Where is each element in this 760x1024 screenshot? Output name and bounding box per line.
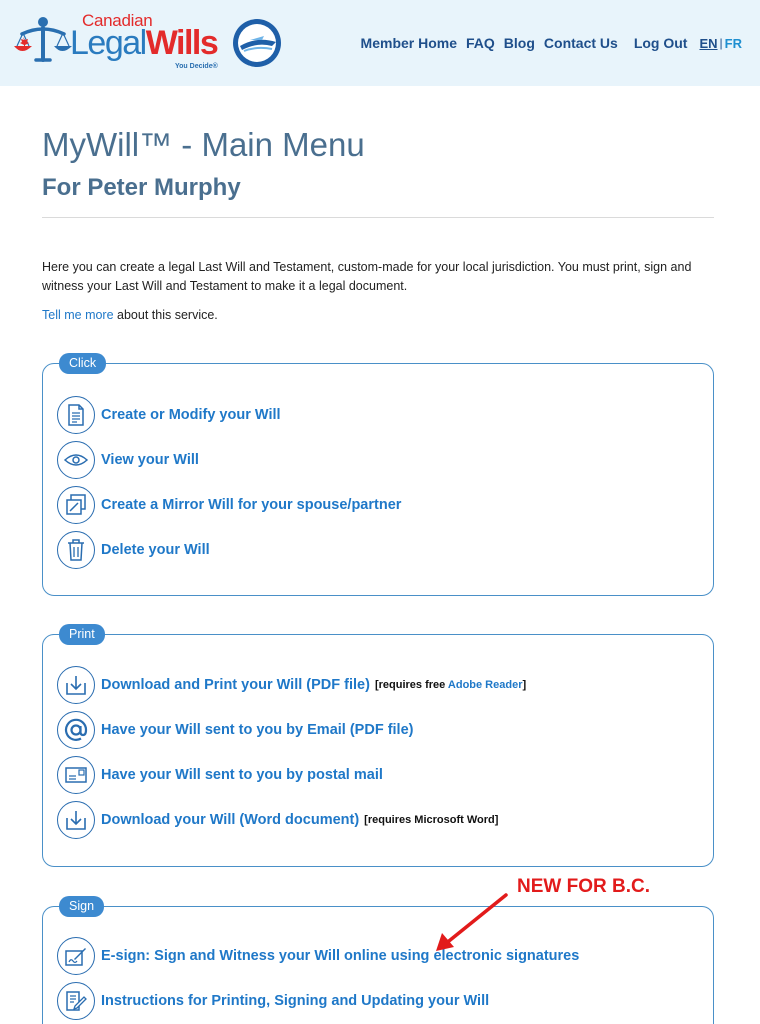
download-word-item[interactable] xyxy=(57,801,498,839)
download-word-link[interactable]: Download your Will (Word document) xyxy=(101,812,360,828)
nav-faq[interactable]: FAQ xyxy=(466,35,495,51)
mirror-icon[interactable] xyxy=(57,486,95,524)
logo-text-legal: Legal xyxy=(70,24,146,62)
lang-fr-link[interactable]: FR xyxy=(724,35,742,51)
instructions-link[interactable]: Instructions for Printing, Signing and Updating your Will xyxy=(101,993,490,1009)
logo-text-legalwills xyxy=(70,24,217,63)
nav-log-out[interactable]: Log Out xyxy=(633,35,688,51)
download-icon[interactable] xyxy=(57,801,95,839)
sign-section xyxy=(42,899,714,1024)
logo-tagline: You Decide® xyxy=(175,63,218,70)
mail-icon[interactable] xyxy=(57,756,95,794)
adobe-note-post: ] xyxy=(522,679,527,691)
annotation-arrow-icon xyxy=(430,893,510,955)
esign-icon[interactable] xyxy=(57,937,95,975)
instructions-icon[interactable] xyxy=(57,982,95,1020)
instructions-item[interactable] xyxy=(57,982,489,1020)
nav-member-home[interactable]: Member Home xyxy=(360,35,458,51)
eye-icon[interactable] xyxy=(57,441,95,479)
nav-blog[interactable]: Blog xyxy=(503,35,535,51)
nav-contact-us[interactable]: Contact Us xyxy=(543,35,618,51)
word-note: [requires Microsoft Word] xyxy=(364,814,499,826)
print-section-label: Print xyxy=(59,624,105,645)
trash-icon[interactable] xyxy=(57,531,95,569)
page-subtitle: For Peter Murphy xyxy=(42,174,241,201)
adobe-reader-link[interactable]: Adobe Reader xyxy=(447,679,523,691)
logo-text-canadian: Canadian xyxy=(82,11,153,30)
page-title: MyWill™ - Main Menu xyxy=(42,126,365,163)
adobe-reader-note xyxy=(375,679,526,691)
logo-figure-icon xyxy=(12,16,74,66)
view-will-item[interactable] xyxy=(57,441,199,479)
print-section xyxy=(42,627,714,867)
site-header xyxy=(0,0,760,86)
download-icon[interactable] xyxy=(57,666,95,704)
intro-text: Here you can create a legal Last Will and Testament, custom-made for your local jurisdiction. You must print, sign and witness your Last Will and Testament to make it a legal document. xyxy=(42,260,692,293)
lang-en-link[interactable]: EN xyxy=(699,35,718,51)
click-section-label: Click xyxy=(59,353,106,374)
view-will-link[interactable]: View your Will xyxy=(101,452,199,468)
download-print-pdf-item[interactable] xyxy=(57,666,526,704)
create-modify-will-link[interactable]: Create or Modify your Will xyxy=(101,407,281,423)
at-icon[interactable] xyxy=(57,711,95,749)
top-nav xyxy=(352,34,742,52)
tell-more-line xyxy=(42,308,218,322)
sign-section-label: Sign xyxy=(59,896,104,917)
delete-will-item[interactable] xyxy=(57,531,210,569)
site-logo[interactable] xyxy=(12,10,222,72)
create-modify-will-item[interactable] xyxy=(57,396,281,434)
tell-me-more-link[interactable]: Tell me more xyxy=(42,308,114,322)
document-icon[interactable] xyxy=(57,396,95,434)
mirror-will-link[interactable]: Create a Mirror Will for your spouse/partner xyxy=(101,497,402,513)
email-pdf-item[interactable] xyxy=(57,711,413,749)
postal-mail-item[interactable] xyxy=(57,756,383,794)
tell-more-rest: about this service. xyxy=(113,308,218,322)
download-print-pdf-link[interactable]: Download and Print your Will (PDF file) xyxy=(101,677,370,693)
adobe-note-pre: [requires free xyxy=(374,679,448,691)
mirror-will-item[interactable] xyxy=(57,486,401,524)
email-pdf-link[interactable]: Have your Will sent to you by Email (PDF file) xyxy=(101,722,414,738)
click-section xyxy=(42,356,714,596)
postal-mail-link[interactable]: Have your Will sent to you by postal mail xyxy=(101,767,383,783)
new-for-bc-annotation: NEW FOR B.C. xyxy=(517,876,650,897)
esign-link[interactable]: E-sign: Sign and Witness your Will online using electronic signatures xyxy=(101,948,580,964)
airmiles-logo-icon xyxy=(232,18,282,68)
logo-text-wills: Wills xyxy=(145,24,218,62)
delete-will-link[interactable]: Delete your Will xyxy=(101,542,210,558)
title-divider xyxy=(42,217,714,218)
lang-separator: | xyxy=(719,36,723,50)
